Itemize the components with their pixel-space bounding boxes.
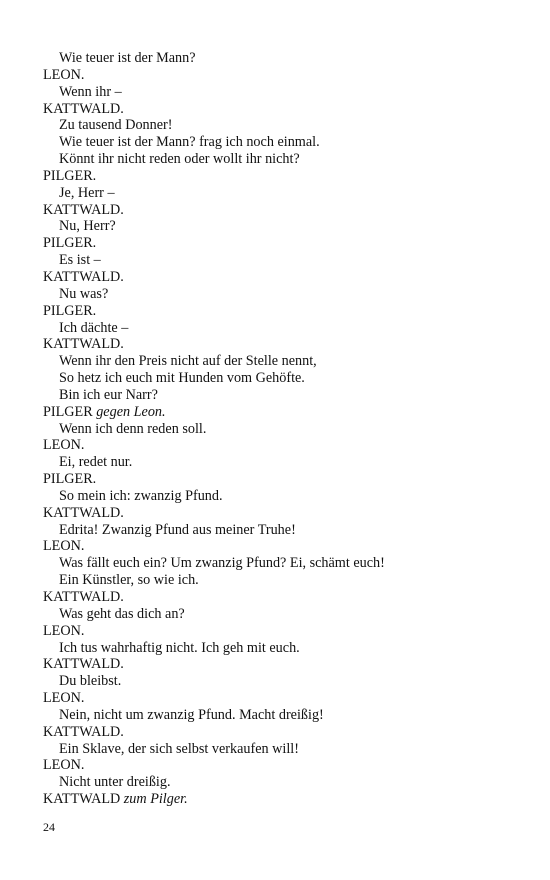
speaker-name (43, 589, 523, 606)
speaker-label: KATTWALD. (43, 656, 124, 673)
dialogue-text: Nu was? (59, 285, 109, 302)
dialogue-text: Wenn ich denn reden soll. (59, 420, 207, 437)
dialogue-text: So mein ich: zwanzig Pfund. (59, 487, 223, 504)
speaker-label: LEON. (43, 538, 85, 555)
dialogue-line (43, 555, 523, 572)
speaker-name (43, 101, 523, 118)
dialogue-line (43, 50, 523, 67)
stage-direction: zum Pilger. (123, 791, 188, 808)
dialogue-line (43, 151, 523, 168)
dialogue-text: Je, Herr – (59, 184, 115, 201)
speaker-name (43, 757, 523, 774)
dialogue-line (43, 252, 523, 269)
dialogue-text: Nu, Herr? (59, 218, 116, 235)
dialogue-line (43, 572, 523, 589)
dialogue-line (43, 134, 523, 151)
dialogue-text: Du bleibst. (59, 673, 122, 690)
dialogue-line (43, 218, 523, 235)
dialogue-text: Wenn ihr den Preis nicht auf der Stelle nennt, (59, 353, 317, 370)
dialogue-line (43, 488, 523, 505)
dialogue-text: Bin ich eur Narr? (59, 386, 158, 403)
speaker-label: KATTWALD. (43, 336, 124, 353)
dialogue-line (43, 640, 523, 657)
speaker-name (43, 303, 523, 320)
dialogue-line (43, 370, 523, 387)
dialogue-text: Ich tus wahrhaftig nicht. Ich geh mit euch. (59, 639, 300, 656)
script-page (43, 50, 523, 808)
dialogue-line (43, 522, 523, 539)
dialogue-line (43, 117, 523, 134)
dialogue-text: Ein Künstler, so wie ich. (59, 572, 199, 589)
dialogue-text: Könnt ihr nicht reden oder wollt ihr nicht? (59, 151, 300, 168)
speaker-label: KATTWALD. (43, 504, 124, 521)
speaker-label: PILGER. (43, 235, 97, 252)
speaker-name (43, 623, 523, 640)
speaker-name (43, 404, 523, 421)
dialogue-line (43, 774, 523, 791)
speaker-name (43, 538, 523, 555)
speaker-label: KATTWALD. (43, 201, 124, 218)
dialogue-text: Was fällt euch ein? Um zwanzig Pfund? Ei, schämt euch! (59, 555, 385, 572)
dialogue-line (43, 606, 523, 623)
dialogue-line (43, 454, 523, 471)
dialogue-line (43, 84, 523, 101)
dialogue-text: Es ist – (59, 252, 101, 269)
stage-direction: gegen Leon. (96, 403, 166, 420)
dialogue-line (43, 286, 523, 303)
dialogue-text: Edrita! Zwanzig Pfund aus meiner Truhe! (59, 521, 296, 538)
speaker-label: KATTWALD (43, 791, 121, 808)
dialogue-text: So hetz ich euch mit Hunden vom Gehöfte. (59, 370, 305, 387)
speaker-name (43, 67, 523, 84)
dialogue-text: Wie teuer ist der Mann? frag ich noch einmal. (59, 134, 320, 151)
speaker-label: PILGER. (43, 302, 97, 319)
dialogue-text: Ein Sklave, der sich selbst verkaufen will! (59, 740, 299, 757)
dialogue-text: Zu tausend Donner! (59, 117, 173, 134)
dialogue-text: Wenn ihr – (59, 83, 122, 100)
speaker-label: LEON. (43, 622, 85, 639)
speaker-name (43, 471, 523, 488)
speaker-label: PILGER. (43, 471, 97, 488)
dialogue-line (43, 741, 523, 758)
dialogue-text: Nicht unter dreißig. (59, 774, 171, 791)
dialogue-line (43, 673, 523, 690)
speaker-label: KATTWALD. (43, 268, 124, 285)
dialogue-text: Ich dächte – (59, 319, 129, 336)
page-number: 24 (43, 820, 55, 834)
speaker-name (43, 791, 523, 808)
speaker-label: PILGER. (43, 167, 97, 184)
dialogue-line (43, 421, 523, 438)
speaker-name (43, 336, 523, 353)
speaker-name (43, 235, 523, 252)
dialogue-text: Wie teuer ist der Mann? (59, 50, 196, 66)
dialogue-line (43, 185, 523, 202)
speaker-name (43, 269, 523, 286)
speaker-name (43, 724, 523, 741)
dialogue-line (43, 320, 523, 337)
speaker-name (43, 656, 523, 673)
dialogue-text: Ei, redet nur. (59, 454, 133, 471)
speaker-name (43, 202, 523, 219)
speaker-label: PILGER (43, 403, 93, 420)
speaker-name (43, 690, 523, 707)
dialogue-line (43, 707, 523, 724)
speaker-label: LEON. (43, 757, 85, 774)
speaker-label: KATTWALD. (43, 589, 124, 605)
speaker-name (43, 168, 523, 185)
dialogue-line (43, 353, 523, 370)
speaker-label: LEON. (43, 66, 85, 83)
speaker-label: LEON. (43, 690, 85, 707)
speaker-label: KATTWALD. (43, 723, 124, 740)
speaker-name (43, 437, 523, 454)
speaker-label: LEON. (43, 437, 85, 454)
speaker-name (43, 505, 523, 522)
dialogue-text: Nein, nicht um zwanzig Pfund. Macht dreißig! (59, 706, 324, 723)
dialogue-text: Was geht das dich an? (59, 605, 185, 622)
speaker-label: KATTWALD. (43, 100, 124, 117)
dialogue-line (43, 387, 523, 404)
